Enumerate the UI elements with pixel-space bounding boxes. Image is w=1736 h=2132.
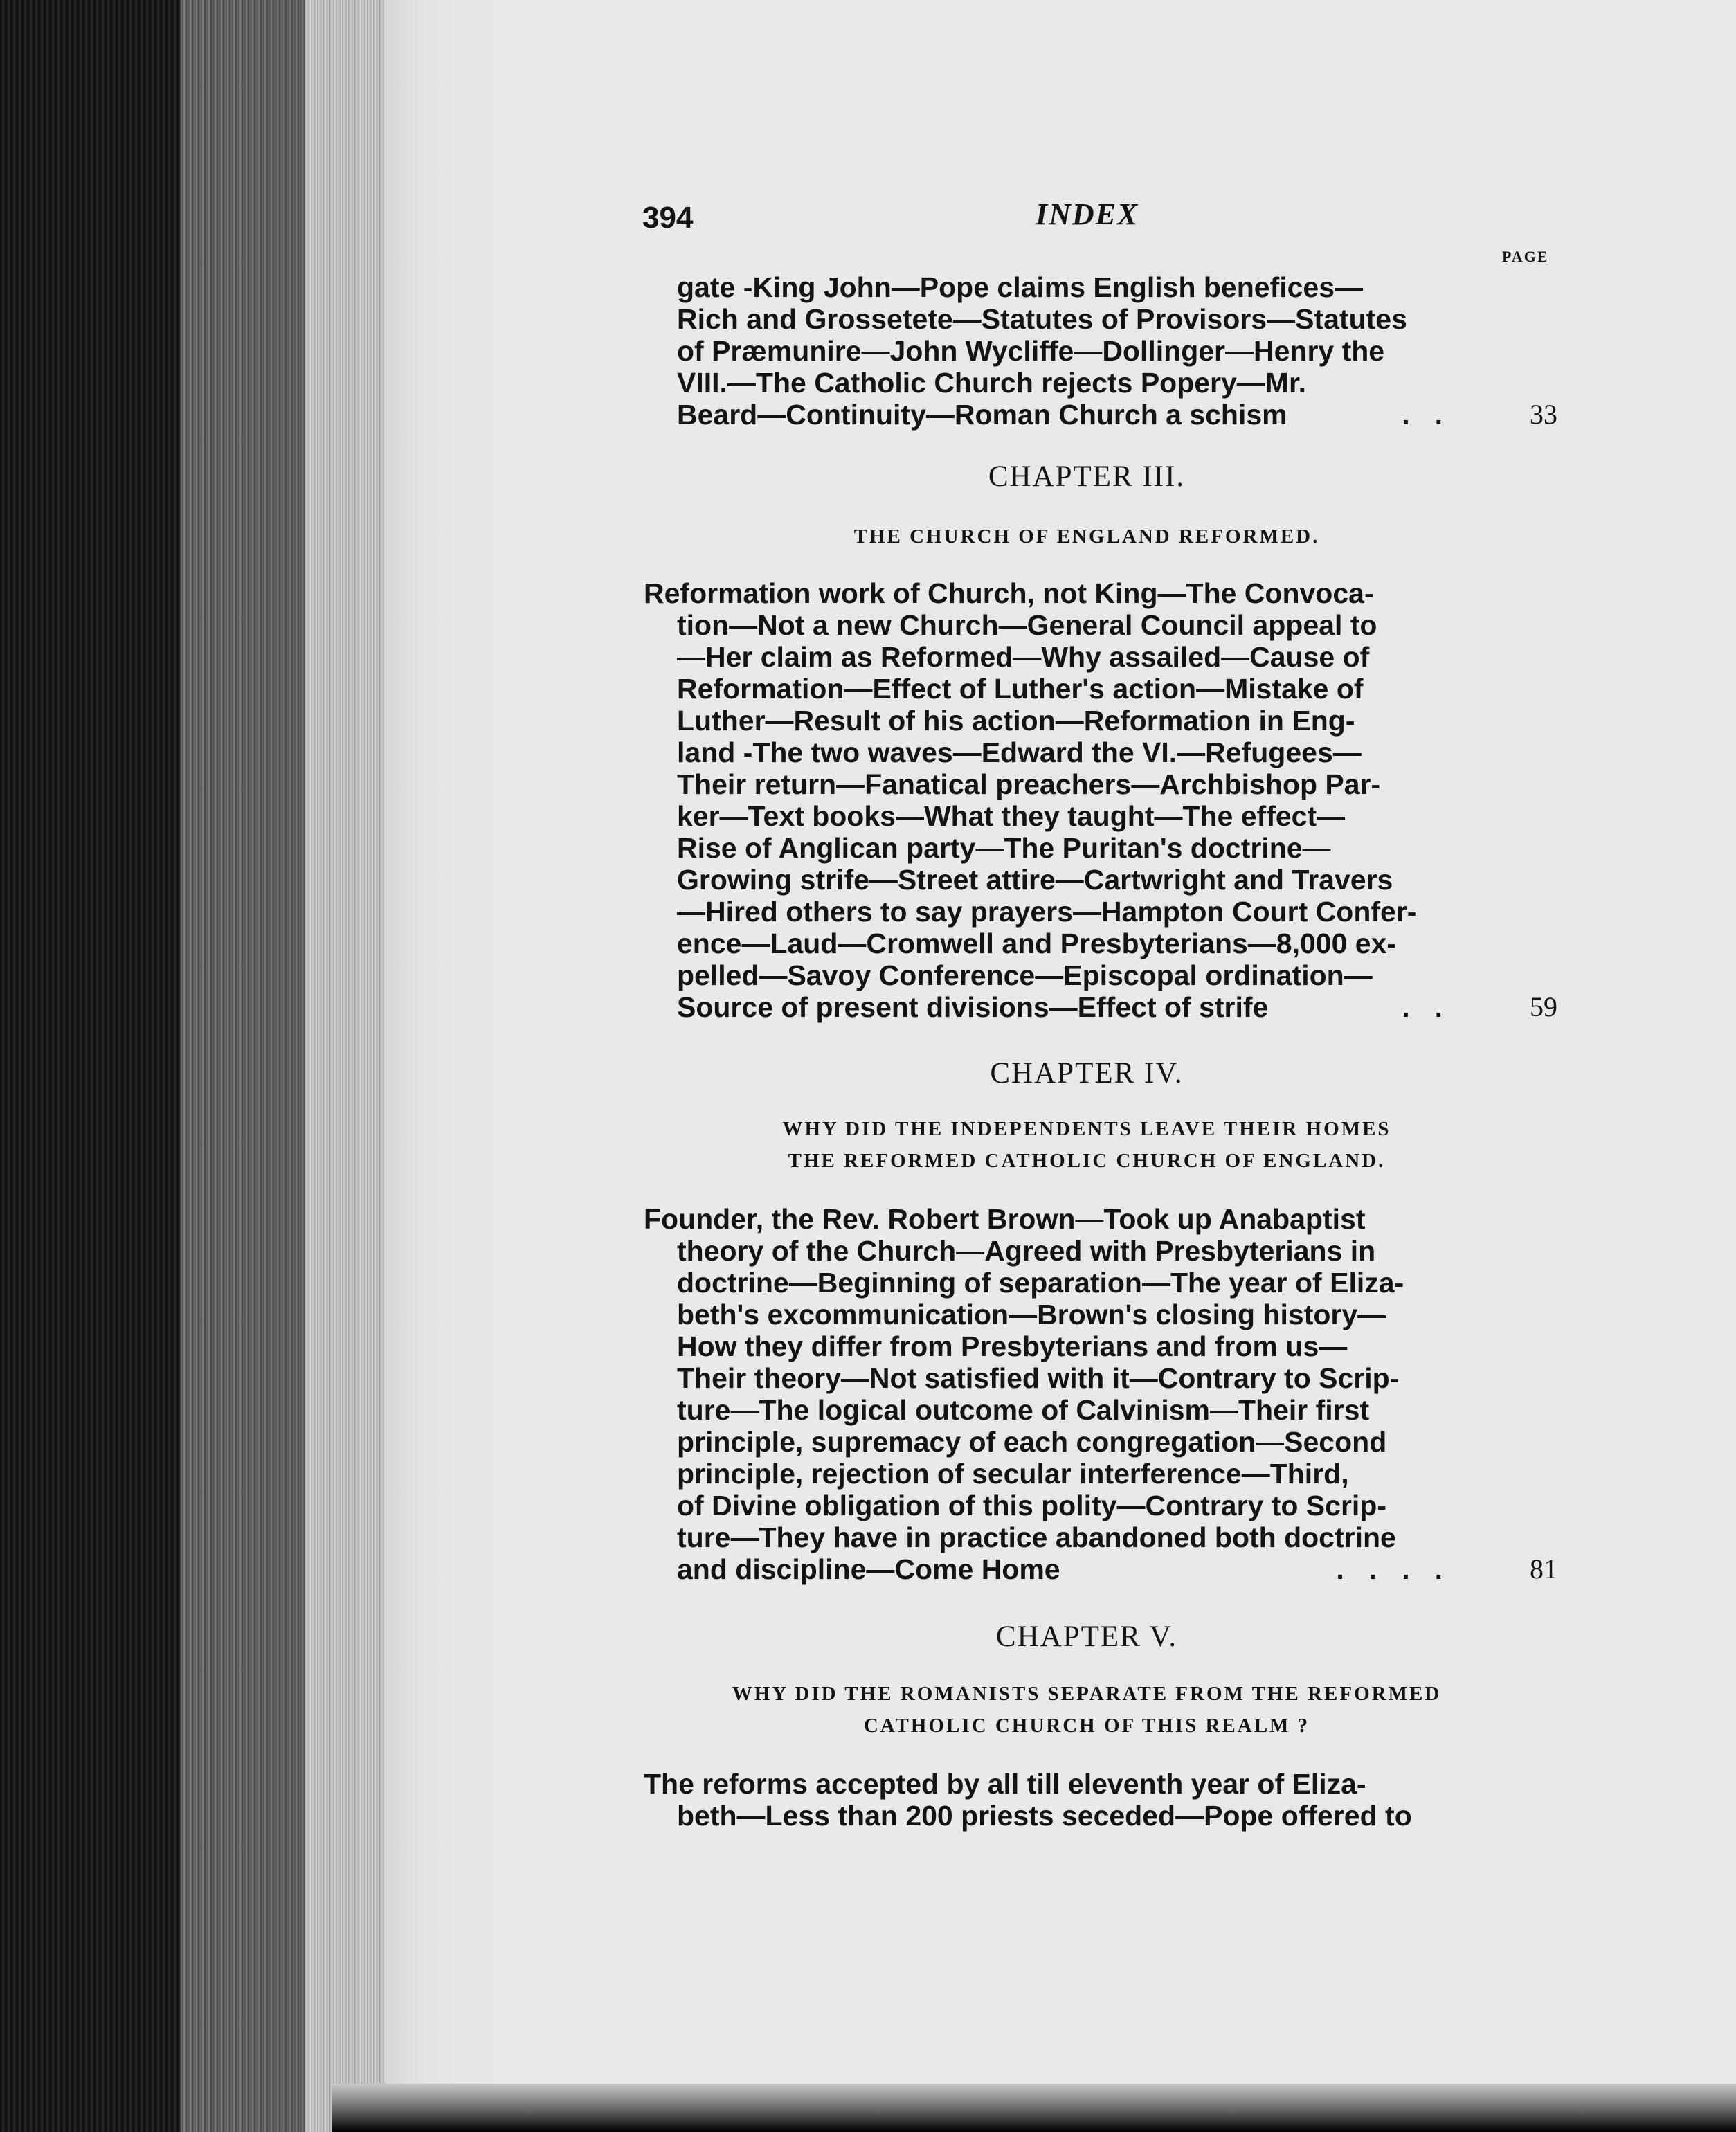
entry-line: The reforms accepted by all till eleventh year of Eliza-: [644, 1768, 1366, 1800]
entry-line: —Hired others to say prayers—Hampton Court Confer-: [677, 896, 1417, 928]
page-number: 394: [642, 201, 694, 235]
entry-line: How they differ from Presbyterians and from us—: [677, 1330, 1348, 1362]
entry-page-number: 81: [1530, 1553, 1557, 1584]
chapter-heading: CHAPTER III.: [988, 460, 1186, 493]
entry-line: Their theory—Not satisfied with it—Contrary to Scrip-: [677, 1362, 1400, 1394]
entry-line: tion—Not a new Church—General Council appeal to: [677, 609, 1377, 641]
entry-line: Reformation work of Church, not King—The Convoca-: [644, 577, 1374, 609]
entry-line: Founder, the Rev. Robert Brown—Took up Anabaptist: [644, 1203, 1366, 1235]
entry-line: Beard—Continuity—Roman Church a schism .. 33: [644, 399, 1481, 431]
entry-line: ence—Laud—Cromwell and Presbyterians—8,000 ex-: [677, 928, 1397, 959]
entry-page-number: 59: [1530, 991, 1557, 1022]
page-stack-edges: [305, 0, 388, 2132]
entry-line: land -The two waves—Edward the VI.—Refugees—: [677, 737, 1362, 768]
entry-line: Luther—Result of his action—Reformation in Eng-: [677, 705, 1355, 737]
entry-line: ture—They have in practice abandoned both doctrine: [677, 1521, 1396, 1553]
entry-line: Growing strife—Street attire—Cartwright and Travers: [677, 864, 1393, 896]
entry-line: theory of the Church—Agreed with Presbyterians in: [677, 1235, 1376, 1267]
entry-line: ker—Text books—What they taught—The effect—: [677, 800, 1346, 832]
entry-line: principle, supremacy of each congregation—Second: [677, 1426, 1387, 1458]
entry-line: Their return—Fanatical preachers—Archbishop Par-: [677, 768, 1381, 800]
entry-line: gate -King John—Pope claims English benefices—: [677, 271, 1364, 303]
index-entry-chapter-3: [644, 577, 1557, 1023]
entry-line: pelled—Savoy Conference—Episcopal ordination—: [677, 959, 1373, 991]
entry-line: beth's excommunication—Brown's closing history—: [677, 1299, 1386, 1330]
running-head-title: INDEX: [1036, 197, 1139, 231]
entry-line: beth—Less than 200 priests seceded—Pope offered to: [677, 1800, 1412, 1832]
chapter-subtitle: WHY DID THE ROMANISTS SEPARATE FROM THE REFORMED CATHOLIC CHURCH OF THIS REALM ?: [732, 1683, 1442, 1737]
page-bottom-edge: [332, 2084, 1736, 2132]
entry-line: VIII.—The Catholic Church rejects Popery—Mr.: [677, 367, 1307, 399]
index-entry-chapter-2-continued: [644, 271, 1557, 431]
index-entry-chapter-5: [644, 1768, 1481, 1832]
index-entry-chapter-4: [644, 1203, 1557, 1585]
entry-page-number: 33: [1530, 399, 1557, 430]
entry-line: —Her claim as Reformed—Why assailed—Cause of: [677, 641, 1370, 673]
entry-line: and discipline—Come Home .... 81: [644, 1553, 1481, 1585]
chapter-heading: CHAPTER V.: [995, 1620, 1178, 1653]
chapter-heading: CHAPTER IV.: [990, 1057, 1184, 1090]
entry-line: principle, rejection of secular interference—Third,: [677, 1458, 1349, 1490]
page-column-label: PAGE: [1502, 248, 1549, 265]
entry-line: Rise of Anglican party—The Puritan's doctrine—: [677, 832, 1331, 864]
entry-line: doctrine—Beginning of separation—The year of Eliza-: [677, 1267, 1404, 1299]
chapter-subtitle: WHY DID THE INDEPENDENTS LEAVE THEIR HOMES THE REFORMED CATHOLIC CHURCH OF ENGLAND.: [782, 1118, 1391, 1172]
entry-line: Source of present divisions—Effect of strife .. 59: [644, 991, 1481, 1023]
chapter-subtitle: THE CHURCH OF ENGLAND REFORMED.: [853, 525, 1320, 548]
entry-line: of Divine obligation of this polity—Contrary to Scrip-: [677, 1490, 1386, 1521]
entry-line: ture—The logical outcome of Calvinism—Their first: [677, 1394, 1370, 1426]
entry-line: Rich and Grossetete—Statutes of Provisors—Statutes: [677, 303, 1407, 335]
entry-line: of Præmunire—John Wycliffe—Dollinger—Henry the: [677, 335, 1385, 367]
entry-line: Reformation—Effect of Luther's action—Mistake of: [677, 673, 1364, 705]
